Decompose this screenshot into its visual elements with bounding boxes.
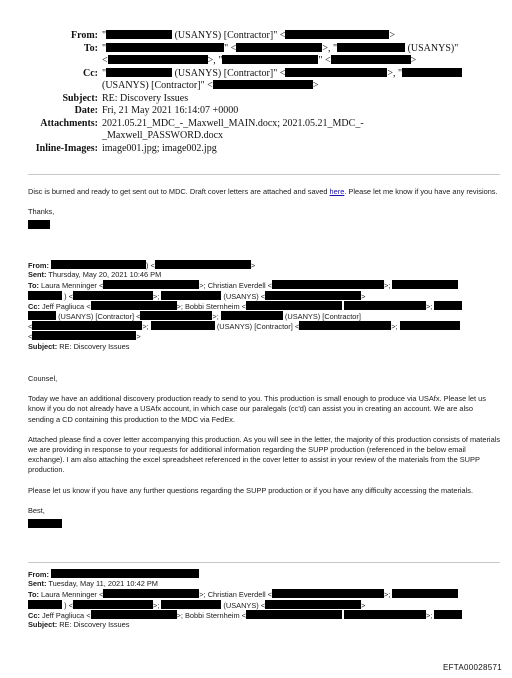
attachments-value-2[interactable]: _Maxwell_PASSWORD.docx [102, 130, 224, 141]
to-sep: " < [224, 42, 237, 54]
to-sep: ) < [64, 600, 73, 610]
email-header [0, 30, 512, 155]
cc-sep: >; [391, 322, 398, 332]
to-label: To: [83, 42, 98, 54]
cc-sep: < [28, 322, 33, 332]
cc-close: > [312, 80, 319, 91]
from-value [102, 30, 395, 43]
redaction-block [434, 301, 462, 310]
redaction-block [106, 43, 224, 52]
to-sep: ) < [64, 291, 73, 301]
cc-label: Cc: [28, 301, 40, 311]
redaction-block [140, 311, 212, 320]
from-label: From: [28, 570, 49, 579]
cc-value-line-2 [102, 80, 318, 93]
cc-label: Cc: [83, 67, 98, 79]
redaction-block [161, 600, 221, 609]
redaction-block [155, 260, 251, 269]
paragraph-2: Attached please find a cover letter accompanying this production. As you will see in the letter, the majority of this production consists of materials we are providing in response to your requests for additional information regarding the SUPP production (referenced in the below email exchange). I am also attaching the excel spreadsheet referenced in the cover letter to assist in your review of the materials from the SUPP production. [28, 434, 501, 475]
cc-quote: " [102, 67, 107, 79]
subject-value: RE: Discovery Issues [59, 619, 130, 629]
message-2-cc-row-2 [28, 311, 500, 321]
redaction-block [28, 291, 62, 300]
redaction-block [28, 600, 62, 609]
cc-value-line-1 [102, 68, 462, 81]
inline-images-value: image001.jpg; image002.jpg [102, 142, 217, 154]
redaction-block [161, 291, 221, 300]
redaction-block [236, 43, 322, 52]
to-sep: >, " [207, 55, 223, 66]
cc-sep: >; [212, 311, 219, 321]
redaction-block [272, 280, 384, 289]
message-2-signature [28, 519, 500, 529]
header-date-row [0, 105, 512, 118]
to-sep: >; [152, 291, 160, 301]
redaction-block [51, 569, 199, 578]
from-label: From: [28, 261, 49, 270]
redaction-block [331, 55, 411, 64]
header-subject-row [0, 93, 512, 106]
redaction-block [272, 589, 384, 598]
message-2-cc-row-1 [28, 301, 500, 311]
redaction-block [402, 68, 462, 77]
cc-name: Jeff Pagliuca < [41, 610, 91, 620]
cc-sep: < [28, 332, 33, 342]
message-2-signoff: Best, [28, 505, 45, 515]
to-quote: " [102, 42, 107, 54]
message-2-to-row-1 [28, 280, 500, 290]
message-3-cc-row [28, 610, 500, 620]
message-1-text-pre: Disc is burned and ready to get sent out to MDC. Draft cover letters are attached and saved [28, 187, 330, 196]
message-2-to-row-2 [28, 291, 500, 301]
cc-sep: >, " [387, 67, 403, 79]
to-close: > [361, 291, 366, 301]
redaction-block [285, 68, 387, 77]
redaction-block [265, 291, 361, 300]
from-org: (USANYS) [Contractor]" < [174, 30, 286, 41]
to-label: To: [28, 281, 39, 291]
subject-label: Subject: [28, 619, 58, 629]
redaction-block [73, 291, 153, 300]
to-org: (USANYS) < [223, 291, 266, 301]
redaction-block [222, 55, 318, 64]
subject-value: RE: Discovery Issues [59, 341, 130, 351]
cc-label: Cc: [28, 610, 40, 620]
header-divider [28, 174, 500, 175]
to-sep: >; [152, 600, 160, 610]
cc-sep: >; [142, 322, 149, 332]
redaction-block [299, 321, 391, 330]
cc-org: (USANYS) [Contractor]" < [102, 80, 213, 91]
redaction-block [91, 610, 177, 619]
cc-org: (USANYS) [Contractor] < [216, 322, 300, 332]
header-inline-images-row [0, 143, 512, 156]
to-sep: >; [383, 281, 391, 291]
redaction-block [103, 280, 199, 289]
to-label: To: [28, 590, 39, 600]
message-3-sent-row [28, 579, 500, 589]
to-sep: >; [383, 590, 391, 600]
message-2-body [28, 374, 500, 529]
message-3-from-row [28, 569, 500, 579]
subject-label: Subject: [28, 341, 58, 351]
sent-value: Thursday, May 20, 2021 10:46 PM [48, 270, 162, 280]
to-name: >; Christian Everdell < [199, 590, 272, 600]
redaction-block [392, 280, 458, 289]
from-quote: " [102, 30, 107, 41]
to-close: > [361, 600, 366, 610]
to-sep: " < [318, 55, 331, 66]
document-id: EFTA00028571 [442, 663, 502, 672]
message-3-header [28, 569, 500, 630]
from-close: > [250, 261, 256, 270]
sent-label: Sent: [28, 579, 47, 589]
to-sep: >, " [322, 42, 338, 54]
redaction-block [28, 519, 62, 528]
redaction-block [151, 321, 215, 330]
header-to-row-2 [0, 55, 512, 68]
header-to-row-1 [0, 43, 512, 56]
cc-name: Jeff Pagliuca < [41, 301, 91, 311]
from-label: From: [70, 30, 98, 41]
cc-name: >; Bobbi Sternheim < [176, 610, 246, 620]
redaction-block [392, 589, 458, 598]
to-close: > [410, 55, 417, 66]
message-2-cc-row-3 [28, 321, 500, 331]
header-attachments-row-2 [0, 130, 512, 143]
redaction-block [103, 589, 199, 598]
redaction-block [246, 610, 342, 619]
to-value-line-2 [102, 55, 416, 68]
to-name: Laura Menninger < [41, 590, 104, 600]
message-3-to-row-1 [28, 589, 500, 599]
header-from-row [0, 30, 512, 43]
message-3-to-row-2 [28, 600, 500, 610]
cc-org: (USANYS) [Contractor] [284, 311, 361, 321]
sent-value: Tuesday, May 11, 2021 10:42 PM [48, 579, 158, 589]
attachments-label: Attachments: [40, 117, 98, 129]
message-3-subject-row [28, 620, 500, 630]
cc-org: (USANYS) [Contractor] < [58, 311, 141, 321]
attachments-value-1[interactable]: 2021.05.21_MDC_-_Maxwell_MAIN.docx; 2021.05.21_MDC_- [102, 117, 364, 129]
redaction-block [51, 260, 146, 269]
redaction-block [108, 55, 208, 64]
to-name: >; Christian Everdell < [199, 281, 272, 291]
redaction-block [337, 43, 405, 52]
cc-org: (USANYS) [Contractor]" < [174, 67, 286, 79]
message-1-signoff: Thanks, [28, 207, 55, 217]
date-label: Date: [74, 105, 98, 116]
date-value: Fri, 21 May 2021 16:14:07 +0000 [102, 105, 239, 116]
redaction-block [400, 321, 460, 330]
from-sep: ) < [146, 261, 155, 270]
redaction-block [32, 331, 136, 340]
message-2-cc-row-4 [28, 331, 500, 341]
cc-close: > [136, 332, 141, 342]
paragraph-3: Please let us know if you have any further questions regarding the SUPP production or if you have any difficulty accessing the materials. [28, 485, 474, 495]
inline-images-label: Inline-Images: [35, 142, 98, 154]
to-org: (USANYS)" [407, 42, 459, 54]
header-cc-row-2 [0, 80, 512, 93]
redaction-block [344, 610, 426, 619]
cc-sep: >; [425, 301, 433, 311]
redaction-block [246, 301, 342, 310]
to-name: Laura Menninger < [41, 281, 104, 291]
to-value-line-1 [102, 43, 458, 56]
header-cc-row-1 [0, 68, 512, 81]
message-1-signature [28, 220, 500, 230]
message-2-subject-row [28, 342, 500, 352]
cc-sep: >; [425, 610, 433, 620]
redaction-block [28, 311, 56, 320]
redaction-block [106, 68, 172, 77]
here-link[interactable]: here [329, 187, 345, 196]
to-sep: < [102, 55, 108, 66]
message-divider [28, 562, 500, 563]
cc-name: >; Bobbi Sternheim < [176, 301, 246, 311]
message-2-header [28, 260, 500, 352]
sent-label: Sent: [28, 270, 47, 280]
from-close: > [389, 30, 396, 41]
redaction-block [213, 80, 313, 89]
redaction-block [265, 600, 361, 609]
redaction-block [32, 321, 142, 330]
message-2-from-row [28, 260, 500, 270]
redaction-block [344, 301, 426, 310]
paragraph-1: Today we have an additional discovery production ready to send to you. This production is small enough to produce via USAfx. Please let us know if you do not already have a USAfx account, in which case our paralegals (cc'd) can assist you in creating an account. We are also sending a CD containing this production to the MDC via FedEx. [28, 394, 486, 424]
greeting: Counsel, [28, 374, 58, 383]
redaction-block [28, 220, 50, 229]
message-1-text [28, 187, 500, 197]
redaction-block [73, 600, 153, 609]
header-attachments-row [0, 118, 512, 131]
redaction-block [91, 301, 177, 310]
to-org: (USANYS) < [223, 600, 266, 610]
redaction-block [285, 30, 389, 39]
message-1-body [28, 187, 500, 231]
subject-value: RE: Discovery Issues [102, 92, 189, 104]
subject-label: Subject: [62, 92, 98, 104]
redaction-block [106, 30, 172, 39]
message-1-text-post: . Please let me know if you have any revisions. [344, 187, 498, 196]
redaction-block [221, 311, 283, 320]
message-2-sent-row [28, 270, 500, 280]
redaction-block [434, 610, 462, 619]
